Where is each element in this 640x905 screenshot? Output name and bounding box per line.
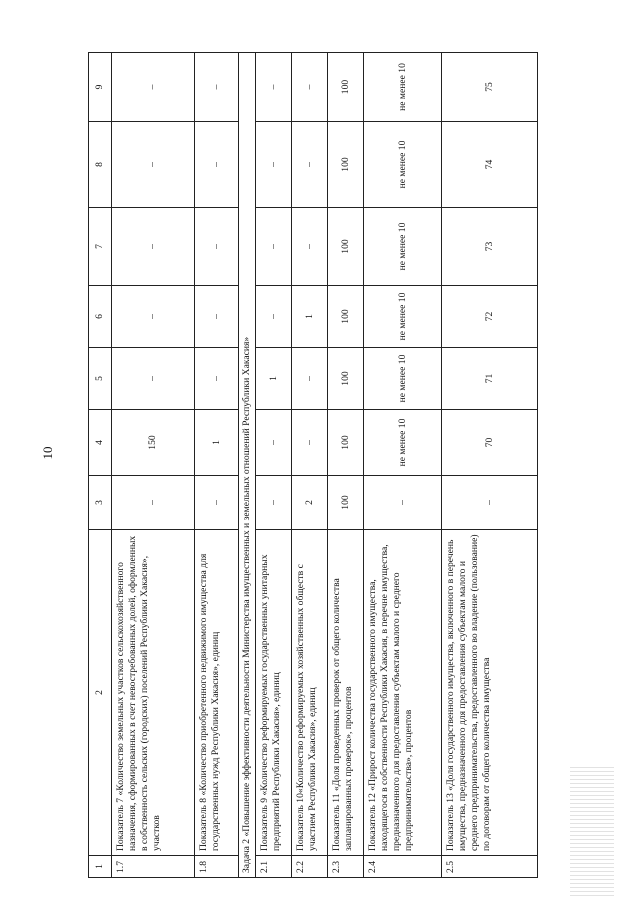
value-cell: не менее 10 (364, 208, 442, 286)
value-cell: – (292, 208, 328, 286)
row-number: 2.3 (328, 856, 364, 878)
value-cell: 100 (328, 122, 364, 208)
value-cell: – (442, 476, 538, 530)
header-cell: 5 (89, 348, 112, 410)
value-cell: не менее 10 (364, 122, 442, 208)
value-cell: 71 (442, 348, 538, 410)
row-number: 2.5 (442, 856, 538, 878)
indicator-text: Показатель 9 «Количество реформируемых государственных унитарных предприятий Республики Хакасия», единиц (256, 530, 292, 856)
value-cell: – (256, 286, 292, 348)
header-cell: 8 (89, 122, 112, 208)
header-cell: 1 (89, 856, 112, 878)
value-cell: – (256, 53, 292, 122)
header-cell: 3 (89, 476, 112, 530)
row-number: 1.7 (112, 856, 195, 878)
value-cell: – (195, 53, 239, 122)
value-cell: – (195, 286, 239, 348)
value-cell: – (292, 53, 328, 122)
value-cell: – (112, 53, 195, 122)
rotated-table-container (88, 53, 590, 878)
indicator-text: Показатель 13 «Доля государственного имущества, включенного в перечень имущества, предназначенного для предоставления субъектам малого и среднего предпринимательства, предоставленного во владение (пользование) по договорам от общего количества имущества (442, 530, 538, 856)
value-cell: не менее 10 (364, 53, 442, 122)
indicator-text: Показатель 7 «Количество земельных участков сельскохозяйственного назначения, сформированных в счет невостребованных долей, оформленных в собственность сельских (городских) поселений Республики Хакасия», участков (112, 530, 195, 856)
indicator-text: Показатель 8 «Количество приобретенного недвижимого имущества для государственных нужд Республики Хакасия», единиц (195, 530, 239, 856)
indicator-text: Показатель 12 «Прирост количества государственного имущества, находящегося в собственности Республики Хакасия, в перечне имущества, предназначенного для предоставления субъектам малого и среднего предпринимательства», процентов (364, 530, 442, 856)
table-row (442, 53, 538, 878)
value-cell: – (256, 476, 292, 530)
row-number: 2.4 (364, 856, 442, 878)
indicators-table (88, 52, 538, 878)
table-row (364, 53, 442, 878)
value-cell: – (256, 410, 292, 476)
value-cell: не менее 10 (364, 348, 442, 410)
value-cell: 70 (442, 410, 538, 476)
value-cell: 1 (292, 286, 328, 348)
value-cell: – (256, 208, 292, 286)
value-cell: – (292, 348, 328, 410)
table-row (112, 53, 195, 878)
value-cell: – (112, 286, 195, 348)
value-cell: 100 (328, 410, 364, 476)
value-cell: – (256, 122, 292, 208)
value-cell: – (195, 348, 239, 410)
value-cell: – (195, 476, 239, 530)
value-cell: 73 (442, 208, 538, 286)
value-cell: не менее 10 (364, 286, 442, 348)
value-cell: 1 (195, 410, 239, 476)
value-cell: – (195, 122, 239, 208)
indicator-text: Показатель 11 «Доля проведенных проверок от общего количества запланированных проверок», процентов (328, 530, 364, 856)
row-number: 1.8 (195, 856, 239, 878)
value-cell: – (364, 476, 442, 530)
value-cell: 150 (112, 410, 195, 476)
header-cell: 9 (89, 53, 112, 122)
value-cell: – (112, 208, 195, 286)
value-cell: не менее 10 (364, 410, 442, 476)
value-cell: – (292, 410, 328, 476)
header-row (89, 53, 112, 878)
table-row (292, 53, 328, 878)
indicator-text: Показатель 10«Количество реформируемых хозяйственных обществ с участием Республики Хакасия», единиц (292, 530, 328, 856)
value-cell: – (112, 476, 195, 530)
value-cell: 74 (442, 122, 538, 208)
value-cell: 2 (292, 476, 328, 530)
header-cell: 4 (89, 410, 112, 476)
value-cell: – (112, 122, 195, 208)
value-cell: – (292, 122, 328, 208)
value-cell: – (195, 208, 239, 286)
table-row (328, 53, 364, 878)
value-cell: – (112, 348, 195, 410)
value-cell: 100 (328, 476, 364, 530)
task-heading: Задача 2 «Повышение эффективности деятельности Министерства имущественных и земельных отношений Республики Хакасия» (239, 53, 256, 878)
row-number: 2.1 (256, 856, 292, 878)
value-cell: 100 (328, 286, 364, 348)
value-cell: 75 (442, 53, 538, 122)
value-cell: 72 (442, 286, 538, 348)
header-cell: 2 (89, 530, 112, 856)
value-cell: 100 (328, 208, 364, 286)
header-cell: 6 (89, 286, 112, 348)
value-cell: 100 (328, 53, 364, 122)
scan-stamp-mark (570, 764, 614, 896)
table-row (195, 53, 239, 878)
row-number: 2.2 (292, 856, 328, 878)
page-number: 10 (40, 446, 55, 460)
value-cell: 100 (328, 348, 364, 410)
header-cell: 7 (89, 208, 112, 286)
task-row (239, 53, 256, 878)
table-row (256, 53, 292, 878)
value-cell: 1 (256, 348, 292, 410)
